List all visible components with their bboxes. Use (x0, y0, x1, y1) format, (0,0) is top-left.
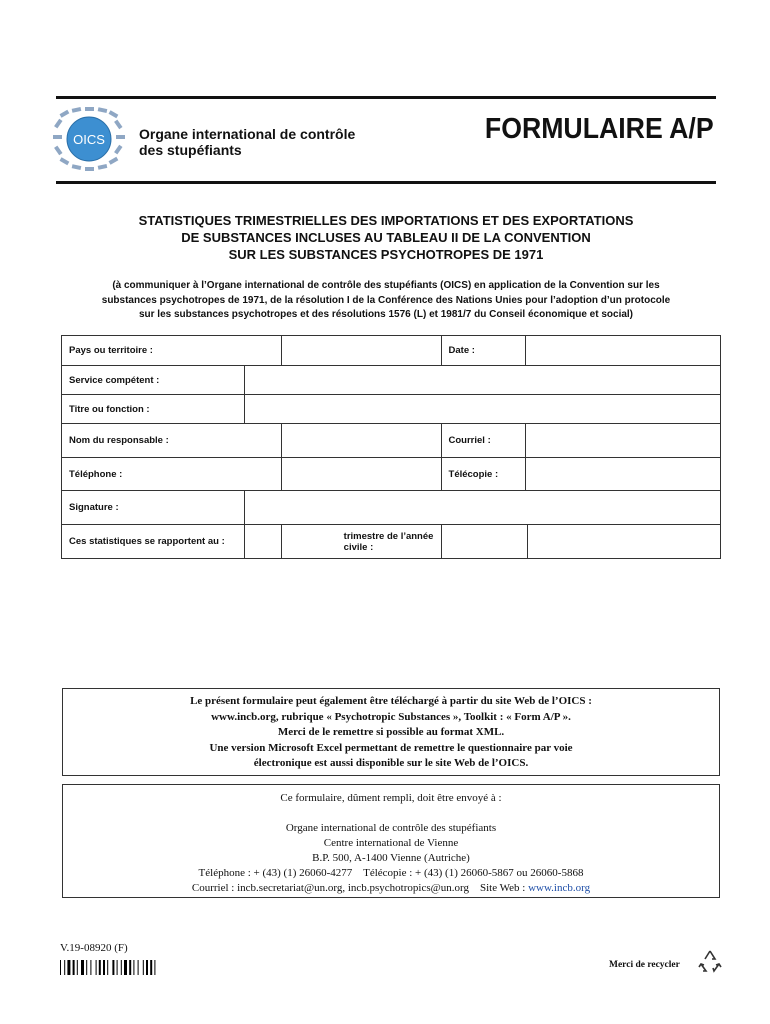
barcode-bar (129, 960, 131, 975)
email-label: Courriel : (441, 424, 526, 458)
barcode-bar (138, 960, 139, 975)
email-field[interactable] (526, 424, 721, 458)
recycle-text: Merci de recycler (609, 960, 680, 970)
notice-line-1: Le présent formulaire peut également être téléchargé à partir du site Web de l’OICS : (190, 695, 592, 707)
send-centre: Centre international de Vienne (323, 837, 459, 849)
barcode-bar (64, 960, 65, 975)
barcode-bar (103, 960, 105, 975)
barcode-bar (143, 960, 144, 975)
date-label: Date : (441, 336, 526, 366)
barcode-bar (81, 960, 84, 975)
barcode-bar (99, 960, 101, 975)
name-label: Nom du responsable : (62, 424, 282, 458)
phone-field[interactable] (281, 458, 441, 491)
year-value-field[interactable] (528, 525, 720, 558)
barcode-bar (77, 960, 78, 975)
send-intro: Ce formulaire, dûment rempli, doit être envoyé à : (280, 792, 502, 804)
year-spacer (442, 525, 528, 558)
org-line-1: Organe international de contrôle (139, 126, 356, 142)
form-row-signature (62, 491, 721, 525)
barcode-bar (107, 960, 108, 975)
notice-line-2: www.incb.org, rubrique « Psychotropic Substances », Toolkit : « Form A/P ». (211, 710, 571, 723)
subtitle-line-3: sur les substances psychotropes et des résolutions 1576 (L) et 1981/7 du Conseil économique et social) (138, 309, 634, 320)
subtitle-line-2: substances psychotropes de 1971, de la résolution I de la Conférence des Nations Unies pour l’adoption d’un protocole (101, 294, 671, 306)
title-line-3: SUR LES SUBSTANCES PSYCHOTROPES DE 1971 (228, 247, 544, 262)
notice-line-4: Une version Microsoft Excel permettant de remettre le questionnaire par voie (209, 741, 573, 754)
document-code: V.19-08920 (F) (60, 942, 128, 954)
fax-label: Télécopie : (441, 458, 526, 491)
recycle-icon (697, 949, 723, 973)
website-link[interactable]: www.incb.org (528, 882, 591, 894)
country-label: Pays ou territoire : (62, 336, 282, 366)
barcode-bar (124, 960, 127, 975)
year-field[interactable] (441, 525, 720, 559)
notice-line-3: Merci de le remettre si possible au format XML. (277, 726, 505, 738)
title-line-2: DE SUBSTANCES INCLUSES AU TABLEAU II DE LA CONVENTION (181, 230, 591, 245)
barcode-bar (112, 960, 114, 975)
send-phones: Téléphone : + (43) (1) 26060-4277 Télécopie : + (43) (1) 26060-5867 ou 26060-5868 (198, 867, 584, 879)
form-row-name (62, 424, 721, 458)
contact-form-table (61, 335, 721, 559)
service-field[interactable] (244, 366, 720, 395)
barcode-bar (96, 960, 97, 975)
form-row-country (62, 336, 721, 366)
logo-text: OICS (73, 132, 105, 147)
form-row-period (62, 525, 721, 559)
name-field[interactable] (281, 424, 441, 458)
form-row-phone (62, 458, 721, 491)
date-field[interactable] (526, 336, 721, 366)
title-line-1: STATISTIQUES TRIMESTRIELLES DES IMPORTATIONS ET DES EXPORTATIONS (138, 213, 634, 228)
send-org: Organe international de contrôle des stupéfiants (285, 822, 497, 834)
barcode-bar (73, 960, 75, 975)
phone-label: Téléphone : (62, 458, 282, 491)
period-label: Ces statistiques se rapportent au : (62, 525, 245, 559)
send-address: B.P. 500, A-1400 Vienne (Autriche) (312, 852, 470, 864)
send-to-address-box (62, 784, 720, 898)
barcode-bar (121, 960, 122, 975)
service-label: Service compétent : (62, 366, 245, 395)
document-title (56, 212, 716, 263)
organization-name (139, 126, 355, 158)
barcode-bar (150, 960, 152, 975)
signature-label: Signature : (62, 491, 245, 525)
barcode-bar (60, 960, 61, 975)
quarter-label: trimestre de l’année civile : (343, 530, 434, 553)
top-rule (56, 96, 716, 99)
barcode-icon (60, 960, 194, 975)
country-field[interactable] (281, 336, 441, 366)
barcode-bar (154, 960, 155, 975)
bottom-rule (56, 181, 716, 184)
barcode-bar (133, 960, 134, 975)
quarter-number-field[interactable] (245, 525, 282, 558)
send-email-line (63, 881, 719, 896)
send-email: Courriel : incb.secretariat@un.org, incb.psychotropics@un.org Site Web : (191, 882, 529, 894)
barcode-bar (90, 960, 91, 975)
web-download-notice (62, 688, 720, 776)
incb-logo (52, 106, 126, 172)
barcode-bar (117, 960, 118, 975)
barcode-bar (67, 960, 70, 975)
org-line-2: des stupéfiants (139, 142, 242, 158)
document-subtitle (56, 279, 716, 323)
barcode-bar (146, 960, 148, 975)
form-row-title (62, 395, 721, 424)
notice-line-5: électronique est aussi disponible sur le site Web de l’OICS. (253, 757, 529, 769)
form-row-service (62, 366, 721, 395)
title-field[interactable] (244, 395, 720, 424)
signature-field[interactable] (244, 491, 720, 525)
title-label: Titre ou fonction : (62, 395, 245, 424)
quarter-field[interactable] (244, 525, 441, 559)
form-title: FORMULAIRE A/P (485, 113, 714, 145)
subtitle-line-1: (à communiquer à l’Organe international de contrôle des stupéfiants (OICS) en application de la Convention sur les (112, 280, 660, 291)
barcode-bar (86, 960, 87, 975)
fax-field[interactable] (526, 458, 721, 491)
